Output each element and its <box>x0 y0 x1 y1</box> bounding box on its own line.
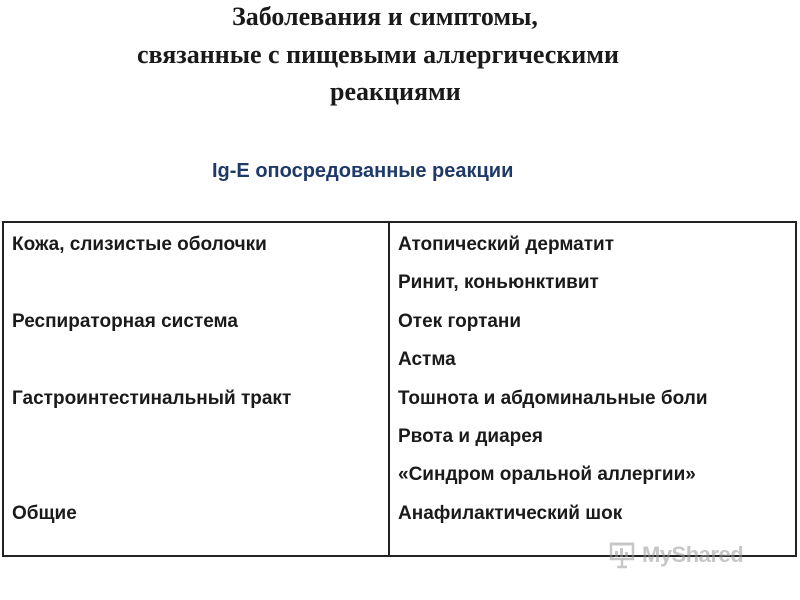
symptom-cell: Рвота и диарея <box>398 426 543 447</box>
title-line-3: реакциями <box>330 77 461 106</box>
symptoms-table <box>2 221 797 557</box>
system-cell: Гастроинтестинальный тракт <box>12 388 292 409</box>
symptom-cell: Астма <box>398 349 456 370</box>
column-divider <box>388 223 390 555</box>
watermark-text: MyShared <box>642 542 744 567</box>
system-cell: Кожа, слизистые оболочки <box>12 234 267 255</box>
slide-subtitle: Ig-E опосредованные реакции <box>212 160 514 182</box>
system-cell: Общие <box>12 503 77 524</box>
title-line-1: Заболевания и симптомы, <box>232 2 538 31</box>
symptom-cell: Ринит, коньюнктивит <box>398 272 599 293</box>
presentation-board-icon <box>608 541 636 569</box>
symptom-cell: «Синдром оральной аллергии» <box>398 464 696 485</box>
symptom-cell: Отек гортани <box>398 311 522 332</box>
system-cell: Респираторная система <box>12 311 238 332</box>
symptom-cell: Анафилактический шок <box>398 503 623 524</box>
title-line-2: связанные с пищевыми аллергическими <box>137 40 619 69</box>
symptom-cell: Тошнота и абдоминальные боли <box>398 388 708 409</box>
symptom-cell: Атопический дерматит <box>398 234 614 255</box>
slide-title <box>0 0 800 110</box>
myshared-watermark <box>608 540 743 570</box>
